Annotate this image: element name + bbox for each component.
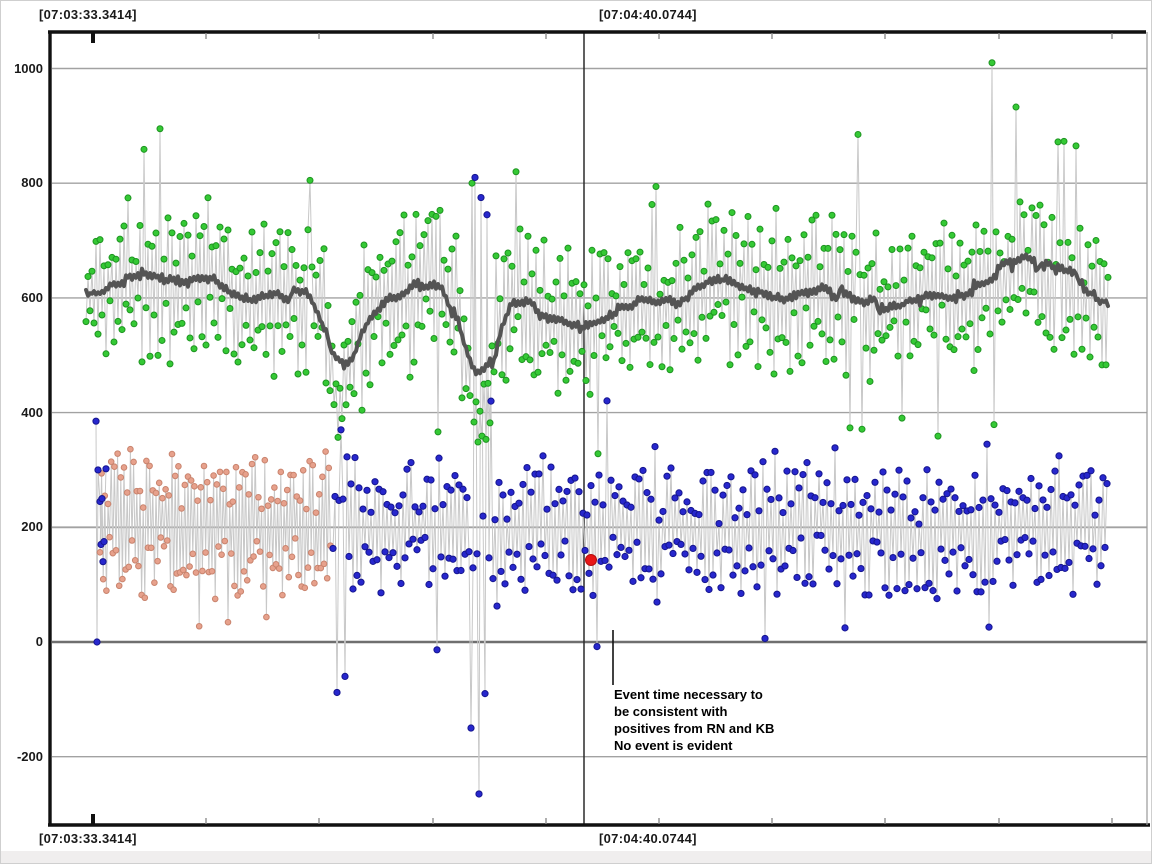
top-event-timestamp: [07:04:40.0744] bbox=[599, 7, 697, 22]
chart-plot-area[interactable] bbox=[1, 1, 1152, 853]
gridlines bbox=[52, 69, 1147, 757]
y-axis-label: 0 bbox=[35, 634, 43, 649]
top-left-timestamp: [07:03:33.3414] bbox=[39, 7, 137, 22]
y-axis-label: 800 bbox=[21, 175, 43, 191]
annotation-line: be consistent with bbox=[614, 704, 728, 719]
annotation-line: No event is evident bbox=[614, 738, 733, 753]
y-axis-label: 600 bbox=[21, 289, 43, 305]
annotation-line: Event time necessary to bbox=[614, 687, 763, 702]
data-points bbox=[83, 60, 1111, 797]
bottom-event-timestamp: [07:04:40.0744] bbox=[599, 831, 697, 846]
highlighted-point[interactable] bbox=[586, 554, 597, 565]
bottom-left-timestamp: [07:03:33.3414] bbox=[39, 831, 137, 846]
annotation-text bbox=[614, 686, 774, 754]
y-axis-label: 200 bbox=[21, 519, 43, 535]
annotation-line: positives from RN and KB bbox=[614, 721, 775, 736]
axes-frame bbox=[48, 31, 1150, 825]
y-axis-label: 400 bbox=[21, 404, 43, 420]
y-axis-label: -200 bbox=[16, 748, 43, 764]
bottom-gray-strip bbox=[1, 851, 1151, 863]
connector-lines bbox=[86, 63, 1108, 794]
y-axis-label: 1000 bbox=[14, 60, 43, 76]
